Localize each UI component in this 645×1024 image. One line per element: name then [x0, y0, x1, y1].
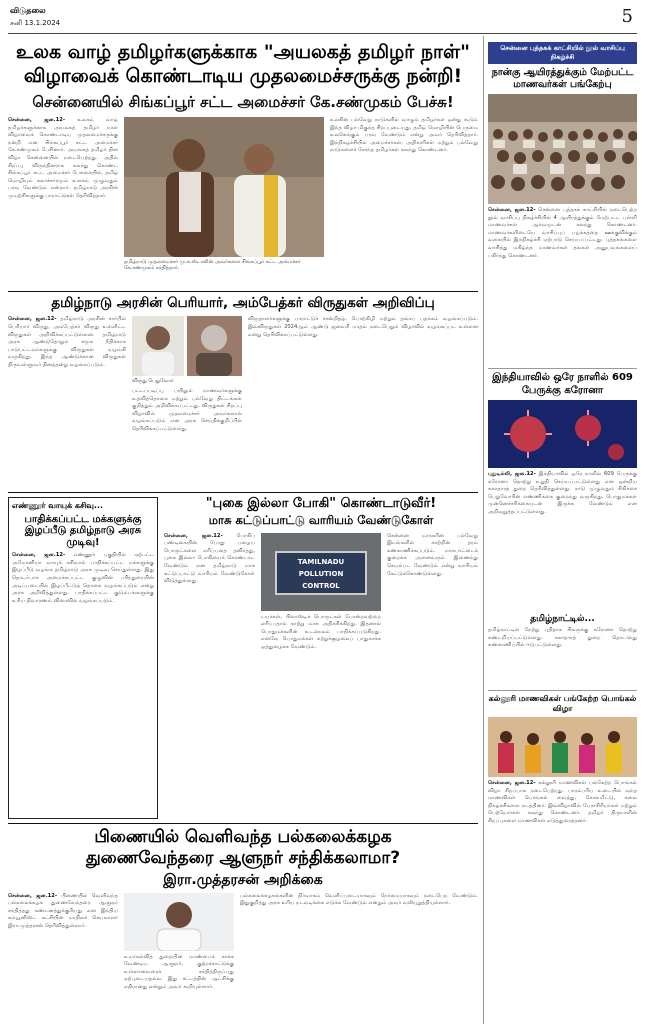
lead-photo-art: [124, 117, 324, 257]
side-body-corona: [488, 471, 637, 611]
pollution-board-photo: [261, 533, 381, 611]
page-number: 5: [621, 6, 633, 27]
side-headline-corona: இந்தியாவில் ஒரே நாளில் 609 பேருக்கு கரோனா: [492, 372, 633, 396]
bogi-headline-line1: "புகை இல்லா போகி" கொண்டாடுவீர்!: [205, 496, 437, 512]
side-byline-3: சென்னை, ஜன.12-: [488, 780, 536, 786]
issue-date: சனி 13.1.2024: [10, 19, 61, 27]
awards-body-under-photo: பட்டப்படிப்பு பயிலும் மாணவர்களுக்கு உதவித்தொகை மற்றும் பல்வேறு திட்டங்கள் குறித்தும் அறிவிக்கப்பட்டது. விருதுகள் சிறப்பு விழாவில் முதலமைச்சர் அவர்களால் வழங்கப்படும் என அரசு செய்திக்குறிப்பில் தெரிவிக்கப்பட்டுள்ளது.: [132, 387, 242, 432]
awards-story: [8, 296, 478, 489]
governor-headline-line1: பிணையில் வெளிவந்த பல்கலைக்கழக: [94, 827, 392, 848]
lead-body-right: உலகின் பல்வேறு நாடுகளில் வாழும் தமிழர்கள் ஒன்று கூடும் இந்த விழா மிகுந்த சிறப்புடையது. தமிழ் மொழியின் பெருமை உலகெங்கும் பரவ வேண்டும் என்று அவர் தெரிவித்தார். இந்நிகழ்ச்சியில் அமைச்சர்கள், அதிகாரிகள் மற்றும் பல்வேறு நாடுகளைச் சேர்ந்த தமிழர்கள் கலந்து கொண்டனர்.: [330, 116, 478, 154]
mutharasan-portrait: [124, 893, 234, 951]
ennore-headline: பாதிக்கப்பட்ட மக்களுக்கு இழப்பீடு தமிழ்நாடு அரசு முடிவு!: [24, 513, 142, 548]
governor-byline: சென்னை, ஜன.12-: [8, 892, 58, 899]
bogi-body-right: சென்னை மாநகரின் பல்வேறு இடங்களில் காற்றின் தரம் கண்காணிக்கப்படும். மாசுபாட்டைக் குறைக்க அனைவரும் இணைந்து செயல்பட வேண்டும் என்று வாரியம் கேட்டுக்கொண்டுள்ளது.: [387, 532, 478, 577]
paper-name: விடுதலை: [10, 6, 46, 15]
side-byline-2: புதுடில்லி, ஜன.12-: [488, 471, 536, 477]
mutharasan-photo: [124, 893, 234, 951]
lead-subhead: சென்னையில் சிங்கப்பூர் சட்ட அமைச்சர் கே.சண்முகம் பேச்சு!: [32, 92, 454, 111]
ennore-body-text: எண்ணூர் பகுதியில் ஏற்பட்ட அமோனியா வாயுக் கசிவால் பாதிக்கப்பட்ட மக்களுக்கு இழப்பீடு வழங்க தமிழ்நாடு அரசு முடிவு செய்துள்ளது. இது தொடர்பாக அமைக்கப்பட்ட குழுவின் பரிந்துரையின் அடிப்படையில் இழப்பீட்டுத் தொகை வழங்கப்படும் என்று அரசு அறிவித்துள்ளது. பாதிக்கப்பட்ட குடும்பங்களுக்கு உரிய நிவாரணம் விரைவில் வழங்கப்படும்.: [12, 552, 154, 604]
pollution-board-sign: [275, 551, 367, 595]
bogi-body-left-text: போகிப் பண்டிகையின் போது பழைய பொருட்களை எரிப்பதை தவிர்த்து, புகை இல்லா போகியைக் கொண்டாட வேண்டும் என தமிழ்நாடு மாசு கட்டுப்பாட்டு வாரியம் வேண்டுகோள் விடுத்துள்ளது.: [164, 532, 255, 585]
bogi-body-left: [164, 533, 255, 803]
side-body-1-text: சென்னை புத்தகக் காட்சியில் நடைபெற்ற நூல் வாசிப்பு நிகழ்ச்சியில் 4 ஆயிரத்துக்கும் மேற்பட்ட பள்ளி மாணவர்கள் ஆர்வமுடன் கலந்து கொண்டனர். மாணவர்களிடையே வாசிப்புப் பழக்கத்தை ஊக்குவிக்கும் வகையில் இந்நிகழ்ச்சி ஏற்பாடு செய்யப்பட்டது. புத்தகங்களை வாசித்து மகிழ்ந்த மாணவர்கள் தங்கள் அனுபவங்களைப் பகிர்ந்து கொண்டனர்.: [488, 207, 637, 259]
divider-2: [8, 492, 478, 493]
virus-photo: [488, 400, 637, 468]
divider-3: [8, 823, 478, 824]
sign-line-2: POLLUTION: [298, 569, 344, 578]
sign-line-1: TAMILNADU: [297, 557, 345, 566]
awardee-photo-2: [187, 316, 242, 376]
side-subhead-tamilnadu: தமிழ்நாட்டில்...: [530, 614, 595, 624]
bogi-body-mid: டயர்கள், பிளாஸ்டிக் பொருட்கள் போன்றவற்றை எரிப்பதால் காற்று மாசு அதிகரிக்கிறது. இதனால் பொதுமக்களின் உடல்நலம் பாதிக்கப்படுகிறது. எனவே பொதுமக்கள் சுற்றுச்சூழலைப் பாதுகாக்க ஒத்துழைக்க வேண்டும்.: [261, 613, 381, 650]
governor-body-under-photo: உயர்கல்வித் துறையின் மாண்பைக் காக்க வேண்டிய ஆளுநர், குற்றச்சாட்டுக்கு உள்ளானவரைச் சந்தித்திருப்பது ஏற்புடையதல்ல. இது சட்டத்தின் ஆட்சிக்கு எதிரானது என்றும் அவர் கூறியுள்ளார்.: [124, 953, 234, 991]
lead-body-left: [8, 117, 118, 287]
pongal-photo: [488, 717, 637, 777]
side-byline-1: சென்னை, ஜன.12-: [488, 207, 536, 213]
side-body-students: [488, 207, 637, 365]
ennore-kicker: எண்ணூர் வாயுக் கசிவு...: [12, 501, 104, 511]
awards-byline: சென்னை, ஜன.12-: [8, 316, 57, 323]
lead-photo: [124, 117, 324, 257]
side-body-2-text: இந்தியாவில் ஒரே நாளில் 609 பேருக்கு கரோனா தொற்று உறுதி செய்யப்பட்டுள்ளது என ஒன்றிய சுகாதாரத் துறை தெரிவித்துள்ளது. நாடு முழுவதும் சிகிச்சை பெறுவோரின் எண்ணிக்கை குறைந்து வருகிறது. பொதுமக்கள் முன்னெச்சரிக்கையுடன் இருக்க வேண்டும் என அறிவுறுத்தப்பட்டுள்ளது.: [488, 471, 637, 515]
virus-art: [488, 400, 637, 468]
bogi-headline-line2: மாசு கட்டுப்பாட்டு வாரியம் வேண்டுகோள்: [208, 513, 434, 528]
awardee-portrait-1: [132, 316, 184, 376]
middle-row: [8, 497, 478, 819]
students-crowd-photo: [488, 94, 637, 204]
lead-photo-caption: தமிழ்நாடு முதலமைச்சர் மு.க.ஸ்டாலின் அவர்களை சிங்கப்பூர் சட்ட அமைச்சர் கே.சண்முகம் சந்தித்தார்.: [124, 258, 301, 272]
awards-body-left: [8, 316, 126, 488]
side-headline-students: நான்கு ஆயிரத்துக்கும் மேற்பட்ட மாணவர்கள் பங்கேற்பு: [491, 67, 634, 90]
governor-photo-block: [124, 893, 234, 1013]
sign-line-3: CONTROL: [302, 581, 340, 590]
awards-caption: விருது பெறுவோர்: [132, 378, 174, 385]
main-column: [8, 36, 478, 1024]
bogi-story: [164, 497, 478, 819]
awards-body-left-text: தமிழ்நாடு அரசின் சார்பில் பெரியார் விருது, அம்பேத்கர் விருது உள்ளிட்ட விருதுகள் அறிவிக்கப்பட்டுள்ளன. தமிழ்நாடு அரசு ஆண்டுதோறும் சமூக நீதிக்காக பாடுபட்டவர்களுக்கு விருதுகள் வழங்கி வருகிறது. இந்த ஆண்டுக்கான விருதுகள் திருவள்ளுவர் தினத்தன்று வழங்கப்படும்.: [8, 316, 126, 369]
side-body-pongal: [488, 780, 637, 965]
ennore-byline: சென்னை, ஜன.12-: [12, 552, 66, 559]
awards-photos: [132, 316, 242, 488]
governor-body-left-text: பிணையில் வெளிவந்த பல்கலைக்கழக துணைவேந்தரை ஆளுநர் சந்தித்தது கண்டனத்துக்குரியது என இந்திய கம்யூனிஸ்ட் கட்சியின் மாநிலச் செயலாளர் இரா.முத்தரசன் தெரிவித்துள்ளார்.: [8, 892, 118, 930]
side-headline-pongal: கல்லூரி மாணவிகள் பங்கேற்ற பொங்கல் விழா: [488, 694, 637, 713]
awards-body-right: விருதாளர்களுக்கு பாராட்டுச் சான்றிதழ், பொற்கிழி மற்றும் தங்கப் பதக்கம் வழங்கப்படும். இவ்விருதுகள் 2024ஆம் ஆண்டு ஜனவரி மாதம் நடைபெறும் விழாவில் வழங்கப்பட உள்ளன என்று தெரிவிக்கப்பட்டுள்ளது.: [248, 316, 478, 338]
lead-headline-line2: விழாவைக் கொண்டாடிய முதலமைச்சருக்கு நன்றி!: [23, 64, 463, 87]
side-body-tamilnadu: தமிழ்நாட்டில் நேற்று புதிதாக சிலருக்கு கரோனா தொற்று கண்டறியப்பட்டுள்ளது. சுகாதாரத் துறை தொடர்ந்து கண்காணிப்பில் ஈடுபட்டுள்ளது.: [488, 627, 637, 649]
side-tag-book-fair: சென்னை புத்தகக் காட்சியில் நூல் வாசிப்பு நிகழ்ச்சி: [488, 42, 637, 64]
side-column: [483, 36, 637, 1024]
bogi-center: [261, 533, 381, 803]
awardee-portrait-2: [187, 316, 242, 376]
side-divider-2: [488, 690, 637, 691]
lead-body-left-text: உலகம் வாழ் தமிழர்களுக்காக அயலகத் தமிழர் நாள் விழாவைக் கொண்டாடிய முதலமைச்சருக்கு நன்றி என சிங்கப்பூர் சட்ட அமைச்சர் கே.சண்முகம் பேசினார். அயலகத் தமிழர் தின விழா சென்னையில் நடைபெற்றது. அதில் சிறப்பு விருந்தினராக கலந்து கொண்ட சிங்கப்பூர் சட்ட அமைச்சர் பேசுகையில், தமிழ் மொழியும் கலாச்சாரமும் உலகம் முழுவதும் பரவ வேண்டும் என்றார். தமிழ்நாடு அரசின் முயற்சிகளுக்கு பாராட்டுகள் தெரிவித்தார்.: [8, 116, 118, 199]
bogi-byline: சென்னை, ஜன.12-: [164, 532, 223, 539]
masthead: [8, 4, 637, 34]
governor-body-left: [8, 893, 118, 1013]
lead-headline-line1: உலக வாழ் தமிழர்களுக்காக "அயலகத் தமிழர் நாள்": [15, 41, 471, 63]
governor-subhead: இரா.முத்தரசன் அறிக்கை: [163, 871, 323, 888]
ennore-story: [8, 497, 158, 819]
crowd-art: [488, 94, 637, 204]
awardee-photo-1: [132, 316, 184, 376]
lead-photo-block: [124, 117, 324, 287]
ennore-body: [12, 552, 154, 792]
pongal-art: [488, 717, 637, 777]
governor-body-right: பல்கலைக்கழகங்களின் நிர்வாகம் வெளிப்படையாகவும் நேர்மையாகவும் நடைபெற வேண்டும். இதுகுறித்து அரசு உரிய நடவடிக்கை எடுக்க வேண்டும் என்றும் அவர் வலியுறுத்தியுள்ளார்.: [240, 892, 478, 907]
divider-1: [8, 291, 478, 292]
awards-headline: தமிழ்நாடு அரசின் பெரியார், அம்பேத்கர் விருதுகள் அறிவிப்பு: [51, 294, 435, 311]
side-body-4-text: கல்லூரி மாணவிகள் பங்கேற்ற பொங்கல் விழா சிறப்பாக நடைபெற்றது. பாரம்பரிய உடையில் வந்த மாணவிகள் பொங்கல் வைத்து, கோலமிட்டு, கலை நிகழ்ச்சிகளை நடத்தினர். இவ்விழாவில் பேராசிரியர்கள் மற்றும் பெற்றோர்கள் கலந்து கொண்டனர். தமிழர் திருநாளின் சிறப்புகளை மாணவிகள் எடுத்துரைத்தனர்.: [488, 780, 637, 824]
governor-headline-line2: துணைவேந்தரை ஆளுநர் சந்திக்கலாமா?: [85, 848, 401, 868]
governor-story: [8, 828, 478, 1012]
lead-story: [8, 42, 478, 287]
side-divider-1: [488, 368, 637, 369]
lead-byline: சென்னை, ஜன.12-: [8, 116, 66, 123]
